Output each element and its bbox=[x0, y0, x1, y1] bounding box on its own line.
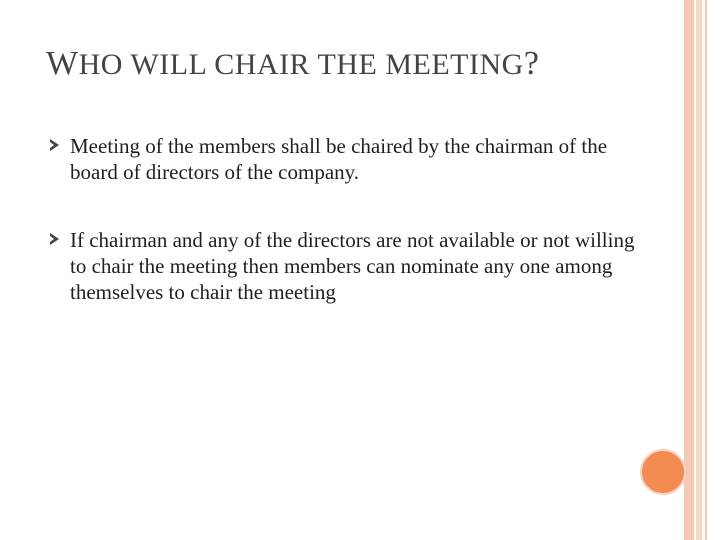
bullet-text: Meeting of the members shall be chaired by the chairman of the board of directors of the company. bbox=[70, 134, 608, 184]
rail-stripe bbox=[696, 0, 702, 540]
bullet-item bbox=[54, 227, 644, 305]
bullet-text: If chairman and any of the directors are not available or not willing to chair the meeting then members can nominate any one among themselves to chair the meeting bbox=[70, 228, 635, 304]
arrow-bullet-icon bbox=[50, 139, 59, 151]
slide-title bbox=[46, 44, 539, 85]
title-first-letter: W bbox=[46, 45, 79, 82]
rail-stripe bbox=[684, 0, 694, 540]
title-question-mark: ? bbox=[523, 45, 540, 82]
decorative-circle bbox=[640, 449, 686, 495]
title-text: HO WILL CHAIR THE MEETING bbox=[78, 48, 524, 81]
rail-line bbox=[705, 0, 707, 540]
arrow-bullet-icon bbox=[50, 233, 59, 245]
bullet-list bbox=[54, 133, 644, 347]
decorative-side-rail bbox=[678, 0, 720, 540]
bullet-item bbox=[54, 133, 644, 185]
